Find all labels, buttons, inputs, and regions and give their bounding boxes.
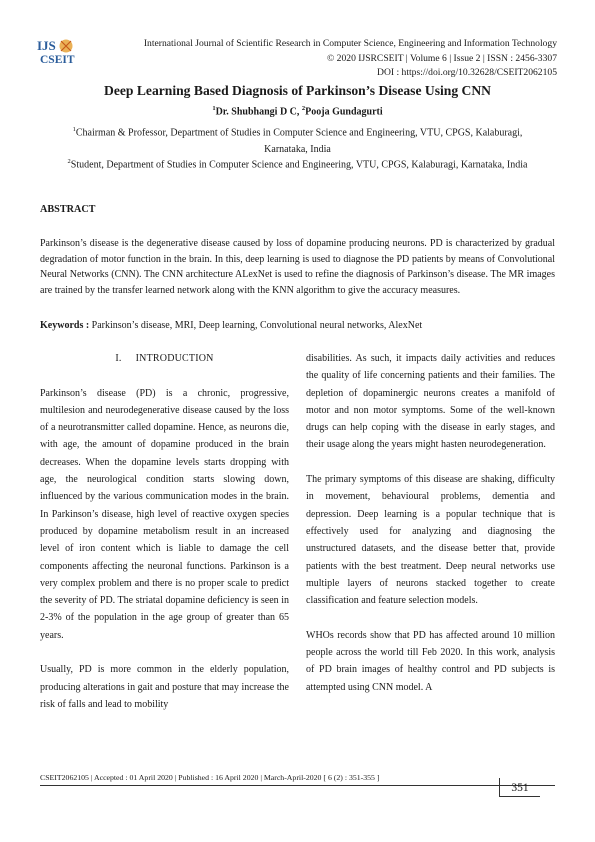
paragraph: disabilities. As such, it impacts daily activities and reduces the quality of life concerning patients and their families. The depletion of dopaminergic neurons creates a manifold of motor and non motor symptoms. Some of the well-known drugs can help coping with the disease in early stages, and their usage along the years might hasten neurodegeneration. xyxy=(306,353,555,451)
right-column xyxy=(306,350,555,713)
section-number: I. xyxy=(115,353,122,364)
journal-copyright: © 2020 IJSRCSEIT | Volume 6 | Issue 2 | ISSN : 2456-3307 xyxy=(327,52,557,64)
journal-logo xyxy=(34,33,84,67)
section-heading-introduction xyxy=(40,350,289,367)
left-column xyxy=(40,350,289,731)
affiliation-2-sup: 2 xyxy=(67,158,71,165)
author-line: $^1$Dr. Shubhangi D C, $^2$Pooja Gundagurti xyxy=(212,105,383,118)
author-2-sup: 2 xyxy=(301,105,306,112)
author-2-name: Pooja Gundagurti xyxy=(305,106,383,118)
abstract-body: Parkinson’s disease is the degenerative disease caused by loss of dopamine producing neurons. PD is characterized by gradual degradation of motor function in the brain. In this, deep learning is used to diagnose the PD patients by means of Convolutional Neural Networks (CNN). The CNN architecture ALexNet is used to refine the diagnosis of Parkinson’s disease. The MR images are trained by the transfer learned network along with the KNN algorithm to give the accuracy measures. xyxy=(40,238,555,297)
affiliation-1-sup: 1 xyxy=(72,126,76,133)
paragraph: Usually, PD is more common in the elderly population, producing alterations in gait and posture that may increase the risk of falls and lead to mobility xyxy=(40,664,289,710)
svg-text:IJS: IJS xyxy=(37,38,56,53)
author-1-sup: 1 xyxy=(212,105,216,112)
abstract-heading: ABSTRACT xyxy=(40,204,96,215)
keywords xyxy=(40,318,555,333)
footer-divider xyxy=(40,785,555,786)
paragraph: The primary symptoms of this disease are shaking, difficulty in movement, behavioural problems, dementia and depression. Deep learning is a popular technique that is effectively used for analyzing and diagnosing the unstructured datasets, and the disease better that, provide patients with the best treatment. Deep neural networks use multiple layers of neurons stacked together to create classification and feature selection models. xyxy=(306,474,555,607)
author-1-name: Dr. Shubhangi D C xyxy=(215,106,297,118)
paper-title: Deep Learning Based Diagnosis of Parkinson’s Disease Using CNN xyxy=(104,83,491,98)
affiliation-2-text: Student, Department of Studies in Computer Science and Engineering, VTU, CPGS, Kalaburagi, Karnataka, India xyxy=(70,159,528,171)
journal-header xyxy=(144,37,557,81)
footer-citation: CSEIT2062105 | Accepted : 01 April 2020 | Published : 16 April 2020 | March-April-2020 [ 6 (2) : 351-355 ] xyxy=(40,773,380,782)
keywords-label: Keywords : xyxy=(40,320,90,331)
journal-name: International Journal of Scientific Research in Computer Science, Engineering and Information Technology xyxy=(143,38,557,49)
paragraph: Parkinson’s disease (PD) is a chronic, progressive, multilesion and neurodegenerative disease caused by the loss of a neurotransmitter called dopamine. Hence, as neurons die, with age, the amount of dopamine produced in the brain decreases. When the dopamine levels starts dropping with age, the neurological condition starts slowing down, influenced by the various communication modes in the brain. In Parkinson’s disease, high level of reactive oxygen species produced by dopamine metabolism result in an increased level of iron content which is liable to damage the cell components affecting the neuronal functions. Parkinson is a very complex problem and there is no proper scale to predict the severity of PD. The striatal dopamine deficiency is seen in 2-3% of the population in the age group of greater than 65 years. xyxy=(40,387,289,641)
affiliation-1-text: Chairman & Professor, Department of Studies in Computer Science and Engineering, VTU, CPGS, Kalaburagi, Karnataka, India xyxy=(75,127,523,156)
paragraph: WHOs records show that PD has affected around 10 million people across the world till Feb 2020. In this work, analysis of PD brain images of healthy control and PD subjects is attempted using CNN model. A xyxy=(306,629,555,693)
page-number: 351 xyxy=(499,778,540,797)
affiliation-2 xyxy=(50,153,545,173)
keywords-text: Parkinson’s disease, MRI, Deep learning, Convolutional neural networks, AlexNet xyxy=(91,320,423,331)
section-title: INTRODUCTION xyxy=(135,353,214,364)
journal-doi[interactable]: DOI : https://doi.org/10.32628/CSEIT2062105 xyxy=(377,67,557,78)
svg-text:CSEIT: CSEIT xyxy=(40,54,75,66)
